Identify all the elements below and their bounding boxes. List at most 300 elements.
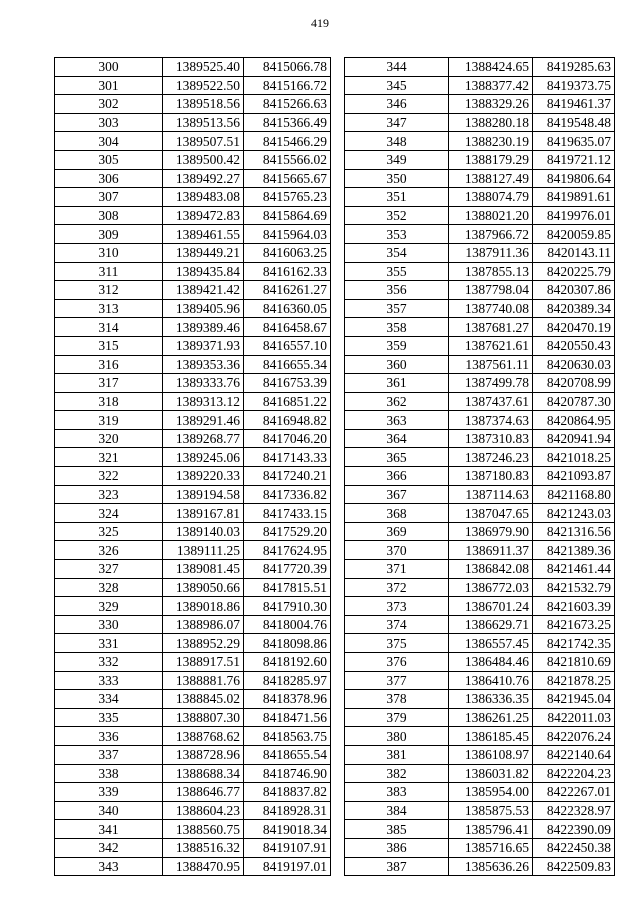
point-number-cell: 373 xyxy=(345,597,449,616)
point-number-cell: 380 xyxy=(345,727,449,746)
point-number-cell: 371 xyxy=(345,560,449,579)
table-row xyxy=(345,615,615,634)
y-coordinate-cell: 8419976.01 xyxy=(533,206,615,225)
point-number-cell: 365 xyxy=(345,448,449,467)
table-row xyxy=(55,243,331,262)
table-row xyxy=(345,671,615,690)
point-number-cell: 360 xyxy=(345,355,449,374)
y-coordinate-cell: 8419635.07 xyxy=(533,132,615,151)
point-number-cell: 368 xyxy=(345,504,449,523)
x-coordinate-cell: 1387966.72 xyxy=(449,225,533,244)
y-coordinate-cell: 8420225.79 xyxy=(533,262,615,281)
x-coordinate-cell: 1389353.36 xyxy=(163,355,244,374)
y-coordinate-cell: 8416851.22 xyxy=(244,392,331,411)
x-coordinate-cell: 1389194.58 xyxy=(163,485,244,504)
y-coordinate-cell: 8415964.03 xyxy=(244,225,331,244)
point-number-cell: 331 xyxy=(55,634,163,653)
x-coordinate-cell: 1389507.51 xyxy=(163,132,244,151)
table-row xyxy=(345,95,615,114)
x-coordinate-cell: 1389525.40 xyxy=(163,58,244,77)
y-coordinate-cell: 8416557.10 xyxy=(244,336,331,355)
table-row xyxy=(55,95,331,114)
x-coordinate-cell: 1389371.93 xyxy=(163,336,244,355)
x-coordinate-cell: 1386410.76 xyxy=(449,671,533,690)
x-coordinate-cell: 1387855.13 xyxy=(449,262,533,281)
table-row xyxy=(55,318,331,337)
y-coordinate-cell: 8420307.86 xyxy=(533,281,615,300)
y-coordinate-cell: 8421168.80 xyxy=(533,485,615,504)
x-coordinate-cell: 1386336.35 xyxy=(449,690,533,709)
x-coordinate-cell: 1389389.46 xyxy=(163,318,244,337)
table-row xyxy=(345,411,615,430)
point-number-cell: 303 xyxy=(55,113,163,132)
x-coordinate-cell: 1389268.77 xyxy=(163,429,244,448)
point-number-cell: 351 xyxy=(345,188,449,207)
y-coordinate-cell: 8419107.91 xyxy=(244,838,331,857)
point-number-cell: 384 xyxy=(345,801,449,820)
point-number-cell: 372 xyxy=(345,578,449,597)
table-row xyxy=(55,820,331,839)
x-coordinate-cell: 1389333.76 xyxy=(163,374,244,393)
point-number-cell: 362 xyxy=(345,392,449,411)
y-coordinate-cell: 8421742.35 xyxy=(533,634,615,653)
table-row xyxy=(55,597,331,616)
x-coordinate-cell: 1388377.42 xyxy=(449,76,533,95)
y-coordinate-cell: 8418928.31 xyxy=(244,801,331,820)
table-row xyxy=(345,262,615,281)
point-number-cell: 347 xyxy=(345,113,449,132)
x-coordinate-cell: 1389522.50 xyxy=(163,76,244,95)
table-row xyxy=(55,262,331,281)
x-coordinate-cell: 1387911.36 xyxy=(449,243,533,262)
point-number-cell: 328 xyxy=(55,578,163,597)
y-coordinate-cell: 8418378.96 xyxy=(244,690,331,709)
table-row xyxy=(55,690,331,709)
x-coordinate-cell: 1388845.02 xyxy=(163,690,244,709)
x-coordinate-cell: 1389220.33 xyxy=(163,467,244,486)
y-coordinate-cell: 8418746.90 xyxy=(244,764,331,783)
coordinate-table-right-body xyxy=(345,58,615,876)
x-coordinate-cell: 1389492.27 xyxy=(163,169,244,188)
y-coordinate-cell: 8417433.15 xyxy=(244,504,331,523)
table-row xyxy=(55,504,331,523)
y-coordinate-cell: 8416162.33 xyxy=(244,262,331,281)
table-row xyxy=(345,169,615,188)
y-coordinate-cell: 8419891.61 xyxy=(533,188,615,207)
table-row xyxy=(55,169,331,188)
x-coordinate-cell: 1388424.65 xyxy=(449,58,533,77)
table-row xyxy=(345,485,615,504)
y-coordinate-cell: 8416261.27 xyxy=(244,281,331,300)
point-number-cell: 353 xyxy=(345,225,449,244)
table-row xyxy=(55,113,331,132)
table-row xyxy=(55,634,331,653)
x-coordinate-cell: 1386842.08 xyxy=(449,560,533,579)
table-row xyxy=(345,801,615,820)
point-number-cell: 355 xyxy=(345,262,449,281)
coordinate-table-right xyxy=(344,57,615,876)
table-row xyxy=(345,541,615,560)
y-coordinate-cell: 8419018.34 xyxy=(244,820,331,839)
table-row xyxy=(55,448,331,467)
x-coordinate-cell: 1385875.53 xyxy=(449,801,533,820)
table-row xyxy=(345,355,615,374)
y-coordinate-cell: 8421316.56 xyxy=(533,522,615,541)
x-coordinate-cell: 1386185.45 xyxy=(449,727,533,746)
table-row xyxy=(55,560,331,579)
y-coordinate-cell: 8416753.39 xyxy=(244,374,331,393)
point-number-cell: 324 xyxy=(55,504,163,523)
table-row xyxy=(345,336,615,355)
x-coordinate-cell: 1385716.65 xyxy=(449,838,533,857)
table-row xyxy=(345,708,615,727)
y-coordinate-cell: 8417815.51 xyxy=(244,578,331,597)
y-coordinate-cell: 8420864.95 xyxy=(533,411,615,430)
x-coordinate-cell: 1389167.81 xyxy=(163,504,244,523)
y-coordinate-cell: 8415366.49 xyxy=(244,113,331,132)
x-coordinate-cell: 1389018.86 xyxy=(163,597,244,616)
table-row xyxy=(345,820,615,839)
y-coordinate-cell: 8422390.09 xyxy=(533,820,615,839)
point-number-cell: 330 xyxy=(55,615,163,634)
x-coordinate-cell: 1389245.06 xyxy=(163,448,244,467)
x-coordinate-cell: 1389313.12 xyxy=(163,392,244,411)
table-row xyxy=(55,281,331,300)
y-coordinate-cell: 8419721.12 xyxy=(533,150,615,169)
table-row xyxy=(55,578,331,597)
x-coordinate-cell: 1389518.56 xyxy=(163,95,244,114)
point-number-cell: 313 xyxy=(55,299,163,318)
x-coordinate-cell: 1388230.19 xyxy=(449,132,533,151)
point-number-cell: 386 xyxy=(345,838,449,857)
point-number-cell: 367 xyxy=(345,485,449,504)
y-coordinate-cell: 8420708.99 xyxy=(533,374,615,393)
y-coordinate-cell: 8415765.23 xyxy=(244,188,331,207)
x-coordinate-cell: 1385796.41 xyxy=(449,820,533,839)
y-coordinate-cell: 8421243.03 xyxy=(533,504,615,523)
point-number-cell: 376 xyxy=(345,653,449,672)
table-row xyxy=(55,58,331,77)
table-row xyxy=(55,429,331,448)
point-number-cell: 349 xyxy=(345,150,449,169)
y-coordinate-cell: 8419461.37 xyxy=(533,95,615,114)
y-coordinate-cell: 8416458.67 xyxy=(244,318,331,337)
y-coordinate-cell: 8419285.63 xyxy=(533,58,615,77)
table-row xyxy=(55,392,331,411)
y-coordinate-cell: 8416063.25 xyxy=(244,243,331,262)
table-row xyxy=(55,764,331,783)
table-row xyxy=(345,113,615,132)
x-coordinate-cell: 1389081.45 xyxy=(163,560,244,579)
point-number-cell: 323 xyxy=(55,485,163,504)
x-coordinate-cell: 1385954.00 xyxy=(449,783,533,802)
point-number-cell: 337 xyxy=(55,745,163,764)
table-row xyxy=(55,336,331,355)
y-coordinate-cell: 8422450.38 xyxy=(533,838,615,857)
x-coordinate-cell: 1387246.23 xyxy=(449,448,533,467)
x-coordinate-cell: 1387499.78 xyxy=(449,374,533,393)
table-row xyxy=(345,243,615,262)
table-row xyxy=(55,783,331,802)
point-number-cell: 304 xyxy=(55,132,163,151)
point-number-cell: 357 xyxy=(345,299,449,318)
x-coordinate-cell: 1389461.55 xyxy=(163,225,244,244)
table-row xyxy=(345,76,615,95)
y-coordinate-cell: 8418192.60 xyxy=(244,653,331,672)
table-row xyxy=(55,727,331,746)
point-number-cell: 305 xyxy=(55,150,163,169)
y-coordinate-cell: 8421461.44 xyxy=(533,560,615,579)
y-coordinate-cell: 8422011.03 xyxy=(533,708,615,727)
point-number-cell: 316 xyxy=(55,355,163,374)
y-coordinate-cell: 8420389.34 xyxy=(533,299,615,318)
x-coordinate-cell: 1388560.75 xyxy=(163,820,244,839)
y-coordinate-cell: 8422140.64 xyxy=(533,745,615,764)
x-coordinate-cell: 1386911.37 xyxy=(449,541,533,560)
table-row xyxy=(345,318,615,337)
table-row xyxy=(345,634,615,653)
x-coordinate-cell: 1388688.34 xyxy=(163,764,244,783)
y-coordinate-cell: 8420059.85 xyxy=(533,225,615,244)
y-coordinate-cell: 8422328.97 xyxy=(533,801,615,820)
point-number-cell: 308 xyxy=(55,206,163,225)
point-number-cell: 342 xyxy=(55,838,163,857)
y-coordinate-cell: 8421603.39 xyxy=(533,597,615,616)
table-row xyxy=(55,615,331,634)
point-number-cell: 377 xyxy=(345,671,449,690)
table-row xyxy=(345,690,615,709)
table-row xyxy=(55,485,331,504)
coordinate-table-left xyxy=(54,57,331,876)
table-row xyxy=(345,188,615,207)
coordinate-table-left-body xyxy=(55,58,331,876)
y-coordinate-cell: 8415166.72 xyxy=(244,76,331,95)
x-coordinate-cell: 1385636.26 xyxy=(449,857,533,876)
y-coordinate-cell: 8415864.69 xyxy=(244,206,331,225)
table-row xyxy=(55,801,331,820)
point-number-cell: 359 xyxy=(345,336,449,355)
y-coordinate-cell: 8416948.82 xyxy=(244,411,331,430)
y-coordinate-cell: 8421878.25 xyxy=(533,671,615,690)
x-coordinate-cell: 1386629.71 xyxy=(449,615,533,634)
y-coordinate-cell: 8417720.39 xyxy=(244,560,331,579)
y-coordinate-cell: 8421810.69 xyxy=(533,653,615,672)
y-coordinate-cell: 8418655.54 xyxy=(244,745,331,764)
table-row xyxy=(345,727,615,746)
table-row xyxy=(55,467,331,486)
x-coordinate-cell: 1389050.66 xyxy=(163,578,244,597)
point-number-cell: 300 xyxy=(55,58,163,77)
x-coordinate-cell: 1387114.63 xyxy=(449,485,533,504)
x-coordinate-cell: 1388728.96 xyxy=(163,745,244,764)
table-row xyxy=(55,857,331,876)
point-number-cell: 327 xyxy=(55,560,163,579)
table-row xyxy=(345,597,615,616)
x-coordinate-cell: 1389472.83 xyxy=(163,206,244,225)
x-coordinate-cell: 1386557.45 xyxy=(449,634,533,653)
y-coordinate-cell: 8421093.87 xyxy=(533,467,615,486)
x-coordinate-cell: 1387180.83 xyxy=(449,467,533,486)
table-row xyxy=(55,671,331,690)
y-coordinate-cell: 8417336.82 xyxy=(244,485,331,504)
x-coordinate-cell: 1387561.11 xyxy=(449,355,533,374)
point-number-cell: 363 xyxy=(345,411,449,430)
y-coordinate-cell: 8417143.33 xyxy=(244,448,331,467)
x-coordinate-cell: 1389291.46 xyxy=(163,411,244,430)
y-coordinate-cell: 8421018.25 xyxy=(533,448,615,467)
point-number-cell: 334 xyxy=(55,690,163,709)
y-coordinate-cell: 8419806.64 xyxy=(533,169,615,188)
y-coordinate-cell: 8415066.78 xyxy=(244,58,331,77)
x-coordinate-cell: 1389421.42 xyxy=(163,281,244,300)
x-coordinate-cell: 1387681.27 xyxy=(449,318,533,337)
point-number-cell: 318 xyxy=(55,392,163,411)
x-coordinate-cell: 1388952.29 xyxy=(163,634,244,653)
table-row xyxy=(345,374,615,393)
table-row xyxy=(55,541,331,560)
table-row xyxy=(55,522,331,541)
y-coordinate-cell: 8420941.94 xyxy=(533,429,615,448)
table-row xyxy=(55,299,331,318)
point-number-cell: 379 xyxy=(345,708,449,727)
x-coordinate-cell: 1388021.20 xyxy=(449,206,533,225)
x-coordinate-cell: 1387621.61 xyxy=(449,336,533,355)
y-coordinate-cell: 8420630.03 xyxy=(533,355,615,374)
point-number-cell: 344 xyxy=(345,58,449,77)
x-coordinate-cell: 1388127.49 xyxy=(449,169,533,188)
table-row xyxy=(345,838,615,857)
y-coordinate-cell: 8417046.20 xyxy=(244,429,331,448)
point-number-cell: 321 xyxy=(55,448,163,467)
table-row xyxy=(55,411,331,430)
table-row xyxy=(345,225,615,244)
table-row xyxy=(55,76,331,95)
y-coordinate-cell: 8417910.30 xyxy=(244,597,331,616)
y-coordinate-cell: 8419373.75 xyxy=(533,76,615,95)
point-number-cell: 319 xyxy=(55,411,163,430)
table-row xyxy=(345,522,615,541)
point-number-cell: 320 xyxy=(55,429,163,448)
point-number-cell: 348 xyxy=(345,132,449,151)
y-coordinate-cell: 8419197.01 xyxy=(244,857,331,876)
y-coordinate-cell: 8417240.21 xyxy=(244,467,331,486)
y-coordinate-cell: 8418098.86 xyxy=(244,634,331,653)
y-coordinate-cell: 8416360.05 xyxy=(244,299,331,318)
x-coordinate-cell: 1388604.23 xyxy=(163,801,244,820)
table-row xyxy=(345,150,615,169)
x-coordinate-cell: 1386261.25 xyxy=(449,708,533,727)
y-coordinate-cell: 8422509.83 xyxy=(533,857,615,876)
point-number-cell: 354 xyxy=(345,243,449,262)
y-coordinate-cell: 8420550.43 xyxy=(533,336,615,355)
y-coordinate-cell: 8422076.24 xyxy=(533,727,615,746)
point-number-cell: 332 xyxy=(55,653,163,672)
x-coordinate-cell: 1386108.97 xyxy=(449,745,533,764)
point-number-cell: 366 xyxy=(345,467,449,486)
x-coordinate-cell: 1389111.25 xyxy=(163,541,244,560)
x-coordinate-cell: 1389500.42 xyxy=(163,150,244,169)
y-coordinate-cell: 8415466.29 xyxy=(244,132,331,151)
point-number-cell: 364 xyxy=(345,429,449,448)
point-number-cell: 329 xyxy=(55,597,163,616)
table-row xyxy=(345,58,615,77)
table-row xyxy=(345,429,615,448)
table-row xyxy=(345,206,615,225)
x-coordinate-cell: 1389513.56 xyxy=(163,113,244,132)
table-row xyxy=(345,764,615,783)
point-number-cell: 352 xyxy=(345,206,449,225)
x-coordinate-cell: 1388074.79 xyxy=(449,188,533,207)
x-coordinate-cell: 1388881.76 xyxy=(163,671,244,690)
table-row xyxy=(345,783,615,802)
point-number-cell: 311 xyxy=(55,262,163,281)
point-number-cell: 374 xyxy=(345,615,449,634)
x-coordinate-cell: 1387740.08 xyxy=(449,299,533,318)
point-number-cell: 333 xyxy=(55,671,163,690)
x-coordinate-cell: 1389435.84 xyxy=(163,262,244,281)
point-number-cell: 370 xyxy=(345,541,449,560)
point-number-cell: 381 xyxy=(345,745,449,764)
point-number-cell: 358 xyxy=(345,318,449,337)
y-coordinate-cell: 8422204.23 xyxy=(533,764,615,783)
table-row xyxy=(55,206,331,225)
table-row xyxy=(345,132,615,151)
x-coordinate-cell: 1388470.95 xyxy=(163,857,244,876)
table-row xyxy=(345,504,615,523)
x-coordinate-cell: 1389140.03 xyxy=(163,522,244,541)
point-number-cell: 314 xyxy=(55,318,163,337)
table-row xyxy=(345,578,615,597)
table-row xyxy=(345,281,615,300)
x-coordinate-cell: 1387374.63 xyxy=(449,411,533,430)
table-row xyxy=(55,745,331,764)
x-coordinate-cell: 1389483.08 xyxy=(163,188,244,207)
x-coordinate-cell: 1389405.96 xyxy=(163,299,244,318)
x-coordinate-cell: 1387310.83 xyxy=(449,429,533,448)
y-coordinate-cell: 8421945.04 xyxy=(533,690,615,709)
point-number-cell: 315 xyxy=(55,336,163,355)
point-number-cell: 387 xyxy=(345,857,449,876)
point-number-cell: 339 xyxy=(55,783,163,802)
table-row xyxy=(55,132,331,151)
table-row xyxy=(345,467,615,486)
point-number-cell: 302 xyxy=(55,95,163,114)
x-coordinate-cell: 1386484.46 xyxy=(449,653,533,672)
x-coordinate-cell: 1389449.21 xyxy=(163,243,244,262)
y-coordinate-cell: 8418004.76 xyxy=(244,615,331,634)
y-coordinate-cell: 8418563.75 xyxy=(244,727,331,746)
y-coordinate-cell: 8418285.97 xyxy=(244,671,331,690)
x-coordinate-cell: 1388768.62 xyxy=(163,727,244,746)
x-coordinate-cell: 1388516.32 xyxy=(163,838,244,857)
point-number-cell: 309 xyxy=(55,225,163,244)
point-number-cell: 375 xyxy=(345,634,449,653)
y-coordinate-cell: 8421532.79 xyxy=(533,578,615,597)
y-coordinate-cell: 8421389.36 xyxy=(533,541,615,560)
y-coordinate-cell: 8417624.95 xyxy=(244,541,331,560)
point-number-cell: 378 xyxy=(345,690,449,709)
point-number-cell: 340 xyxy=(55,801,163,820)
x-coordinate-cell: 1388986.07 xyxy=(163,615,244,634)
y-coordinate-cell: 8415266.63 xyxy=(244,95,331,114)
point-number-cell: 346 xyxy=(345,95,449,114)
x-coordinate-cell: 1387437.61 xyxy=(449,392,533,411)
point-number-cell: 306 xyxy=(55,169,163,188)
table-row xyxy=(55,708,331,727)
y-coordinate-cell: 8422267.01 xyxy=(533,783,615,802)
y-coordinate-cell: 8417529.20 xyxy=(244,522,331,541)
table-row xyxy=(55,653,331,672)
